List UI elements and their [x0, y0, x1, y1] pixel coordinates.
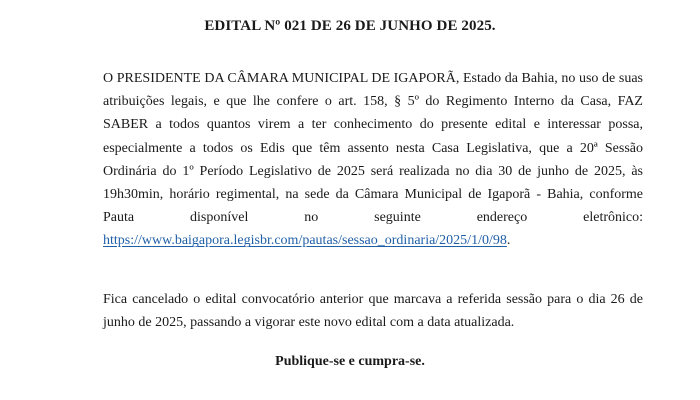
agenda-link[interactable]: https://www.baigapora.legisbr.com/pautas/sessao_ordinaria/2025/1/0/98	[103, 233, 507, 249]
closing-statement: Publique-se e cumpra-se.	[275, 354, 425, 369]
document-title: EDITAL Nº 021 DE 26 DE JUNHO DE 2025.	[204, 18, 496, 34]
announcement-text: O PRESIDENTE DA CÂMARA MUNICIPAL DE IGAPORÃ, Estado da Bahia, no uso de suas atribuições legais, e que lhe confere o art. 158, § 5º do Regimento Interno da Casa, FAZ SABER a todos quantos virem a ter conhecimento do presente edital e interessar possa, especialmente a todos os Edis que têm assento nesta Casa Legislativa, que a 20ª Sessão Ordinária do 1º Período Legislativo de 2025 será realizada no dia 30 de junho de 2025, às 19h30min, horário regimental, na sede da Câmara Municipal de Igaporã - Bahia, conforme Pauta disponível no seguinte endereço eletrônico:	[103, 71, 643, 226]
cancellation-paragraph: Fica cancelado o edital convocatório anterior que marcava a referida sessão para o dia 26 de junho de 2025, passando a vigorar este novo edital com a data atualizada.	[103, 292, 643, 331]
announcement-paragraph	[103, 67, 643, 253]
announcement-end: .	[506, 233, 511, 249]
